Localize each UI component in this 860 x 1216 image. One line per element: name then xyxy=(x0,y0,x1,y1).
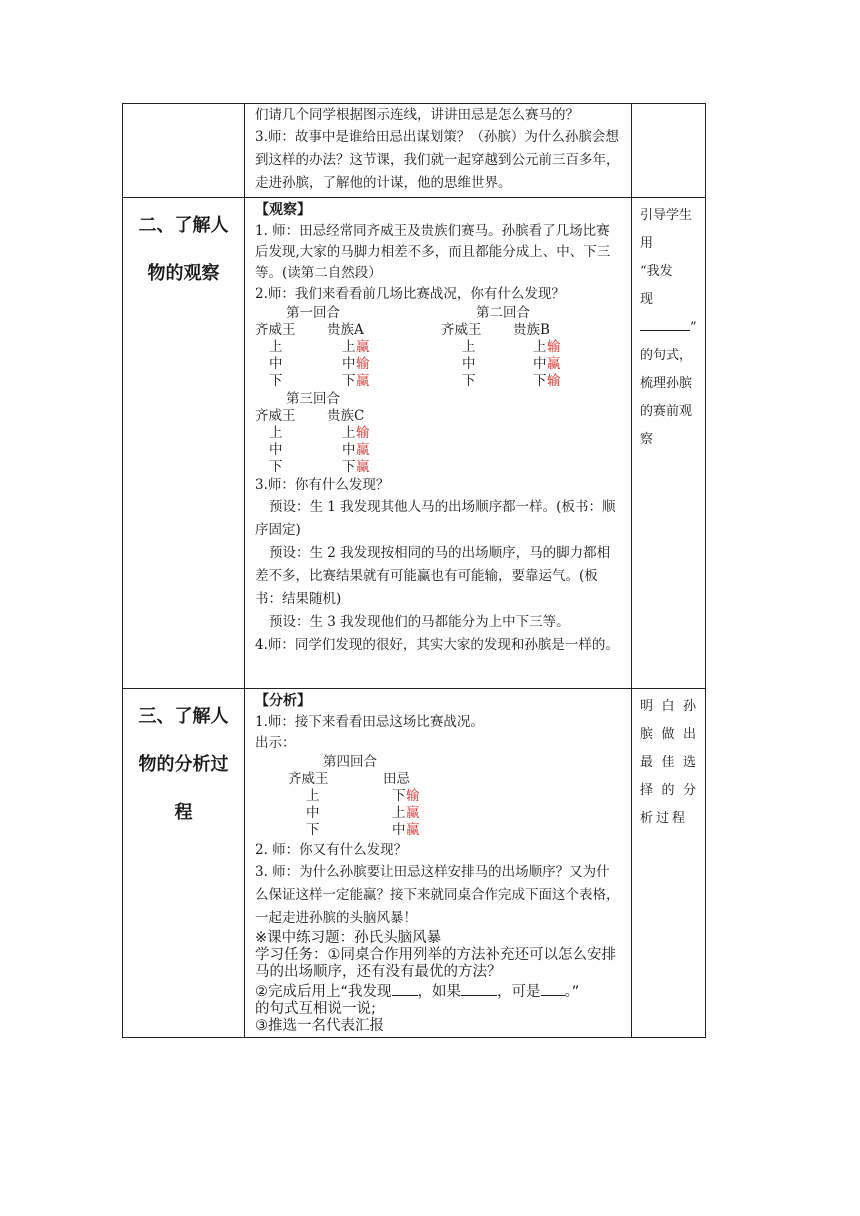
note-text: ” xyxy=(690,320,697,335)
horse-grade: 下 xyxy=(342,373,356,389)
paragraph: 2.师：我们来看看前几场比赛战况，你有什么发现？ xyxy=(255,286,565,302)
paragraph: 预设：生 3 我发现他们的马都能分为上中下三等。 xyxy=(269,614,570,630)
horse-grade: 中 xyxy=(462,356,476,372)
fill-blank xyxy=(392,981,418,996)
note-line xyxy=(640,286,699,342)
table-row xyxy=(123,104,706,198)
stage-title: 二、了解人 xyxy=(138,215,229,236)
result-mark: 输 xyxy=(406,788,420,804)
content-cell xyxy=(245,104,632,198)
horse-grade: 上 xyxy=(306,788,320,804)
horse-grade: 上 xyxy=(533,339,547,355)
result-mark: 赢 xyxy=(356,339,370,355)
player-label: 齐威王 xyxy=(255,322,296,338)
stage-title: 三、了解人 xyxy=(138,706,229,727)
paragraph: 3.师：你有什么发现？ xyxy=(255,477,390,493)
horse-grade: 中 xyxy=(342,442,356,458)
race-results xyxy=(255,754,623,840)
exercise-text: ，如果 xyxy=(417,984,462,1000)
result-mark: 赢 xyxy=(406,805,420,821)
paragraph: 3.师：故事中是谁给田忌出谋划策？（孙膑）为什么孙膑会想到这样的办法？这节课，我们就一起穿越到公元前三百多年，走进孙膑，了解他的计谋，他的思维世界。 xyxy=(255,129,620,191)
horse-grade: 中 xyxy=(269,356,283,372)
exercise-text: ，可是 xyxy=(497,984,541,1000)
player-label: 贵族A xyxy=(327,322,364,338)
note-cell xyxy=(632,104,706,198)
paragraph: 出示： xyxy=(255,735,296,751)
result-mark: 赢 xyxy=(356,459,370,475)
horse-grade: 中 xyxy=(342,356,356,372)
horse-grade: 上 xyxy=(342,425,356,441)
result-mark: 赢 xyxy=(356,442,370,458)
note-cell xyxy=(632,198,706,689)
race-results xyxy=(255,305,623,475)
stage-title: 物的分析过 xyxy=(138,754,229,775)
player-label: 贵族B xyxy=(513,322,550,338)
horse-grade: 上 xyxy=(269,425,283,441)
note-text: 的句式，梳理孙膑的赛前观察 xyxy=(640,348,693,447)
lesson-plan-table xyxy=(122,103,706,1038)
round-title: 第三回合 xyxy=(286,391,340,407)
paragraph: 们请几个同学根据图示连线，讲讲田忌是怎么赛马的？ xyxy=(255,107,579,123)
paragraph: 2. 师：你又有什么发现？ xyxy=(255,842,408,858)
result-mark: 赢 xyxy=(356,373,370,389)
fill-blank xyxy=(461,981,497,996)
horse-grade: 中 xyxy=(533,356,547,372)
horse-grade: 下 xyxy=(342,459,356,475)
player-label: 齐威王 xyxy=(441,322,482,338)
stage-cell xyxy=(123,104,245,198)
result-mark: 输 xyxy=(356,356,370,372)
result-mark: 输 xyxy=(547,373,561,389)
table-row xyxy=(123,689,706,1038)
paragraph: 预设：生 2 我发现按相同的马的出场顺序，马的脚力都相差不多，比赛结果就有可能赢也有可能输，要靠运气。(板书：结果随机) xyxy=(255,545,611,607)
content-cell xyxy=(245,198,632,689)
note-text: 引导学生用 xyxy=(640,208,693,251)
horse-grade: 上 xyxy=(462,339,476,355)
player-label: 齐威王 xyxy=(288,771,329,787)
stage-title: 物的观察 xyxy=(147,263,220,284)
player-label: 贵族C xyxy=(327,408,365,424)
note-text: 明白孙膑做出最佳选择的分析过程 xyxy=(640,699,699,826)
paragraph: 4.师：同学们发现的很好，其实大家的发现和孙膑是一样的。 xyxy=(255,637,619,653)
section-tag: 【观察】 xyxy=(255,202,311,218)
player-label: 田忌 xyxy=(383,771,410,787)
table-row xyxy=(123,198,706,689)
paragraph: 1.师：接下来看看田忌这场比赛战况。 xyxy=(255,714,484,730)
horse-grade: 上 xyxy=(392,805,406,821)
note-text: 现 xyxy=(640,292,654,307)
horse-grade: 下 xyxy=(269,459,283,475)
result-mark: 赢 xyxy=(406,822,420,838)
horse-grade: 上 xyxy=(342,339,356,355)
round-title: 第四回合 xyxy=(323,754,377,770)
result-mark: 输 xyxy=(356,425,370,441)
fill-blank xyxy=(541,981,565,996)
stage-cell xyxy=(123,689,245,1038)
result-mark: 赢 xyxy=(547,356,561,372)
horse-grade: 上 xyxy=(269,339,283,355)
exercise-text: ②完成后用上“我发现 xyxy=(255,984,392,1000)
exercise-task: ③推选一名代表汇报 xyxy=(255,1018,384,1034)
stage-title: 程 xyxy=(174,802,193,823)
paragraph: 预设：生 1 我发现其他人马的出场顺序都一样。(板书：顺序固定) xyxy=(255,499,616,538)
paragraph: 1. 师：田忌经常同齐威王及贵族们赛马。孙膑看了几场比赛后发现,大家的马脚力相差不多，而且都能分成上、中、下三等。(读第二自然段） xyxy=(255,223,611,281)
paragraph: 3. 师：为什么孙膑要让田忌这样安排马的出场顺序？又为什么保证这样一定能赢？接下来就同桌合作完成下面这个表格，一起走进孙膑的头脑风暴！ xyxy=(255,864,620,926)
exercise-task xyxy=(255,981,623,1001)
exercise-task: 学习任务：①同桌合作用列举的方法补充还可以怎么安排马的出场顺序，还有没有最优的方法？ xyxy=(255,947,616,980)
horse-grade: 中 xyxy=(269,442,283,458)
exercise-task: 的句式互相说一说; xyxy=(255,1001,376,1017)
stage-cell xyxy=(123,198,245,689)
round-title: 第二回合 xyxy=(476,305,530,321)
exercise-title: ※课中练习题：孙氏头脑风暴 xyxy=(255,930,442,946)
horse-grade: 下 xyxy=(269,373,283,389)
horse-grade: 中 xyxy=(306,805,320,821)
fill-blank xyxy=(640,316,690,331)
horse-grade: 下 xyxy=(533,373,547,389)
horse-grade: 下 xyxy=(306,822,320,838)
exercise-text: 。” xyxy=(564,984,580,1000)
horse-grade: 下 xyxy=(462,373,476,389)
note-text: “我发 xyxy=(640,264,673,279)
round-title: 第一回合 xyxy=(286,305,340,321)
horse-grade: 下 xyxy=(392,788,406,804)
player-label: 齐威王 xyxy=(255,408,296,424)
result-mark: 输 xyxy=(547,339,561,355)
horse-grade: 中 xyxy=(392,822,406,838)
content-cell xyxy=(245,689,632,1038)
section-tag: 【分析】 xyxy=(255,693,311,709)
note-cell xyxy=(632,689,706,1038)
